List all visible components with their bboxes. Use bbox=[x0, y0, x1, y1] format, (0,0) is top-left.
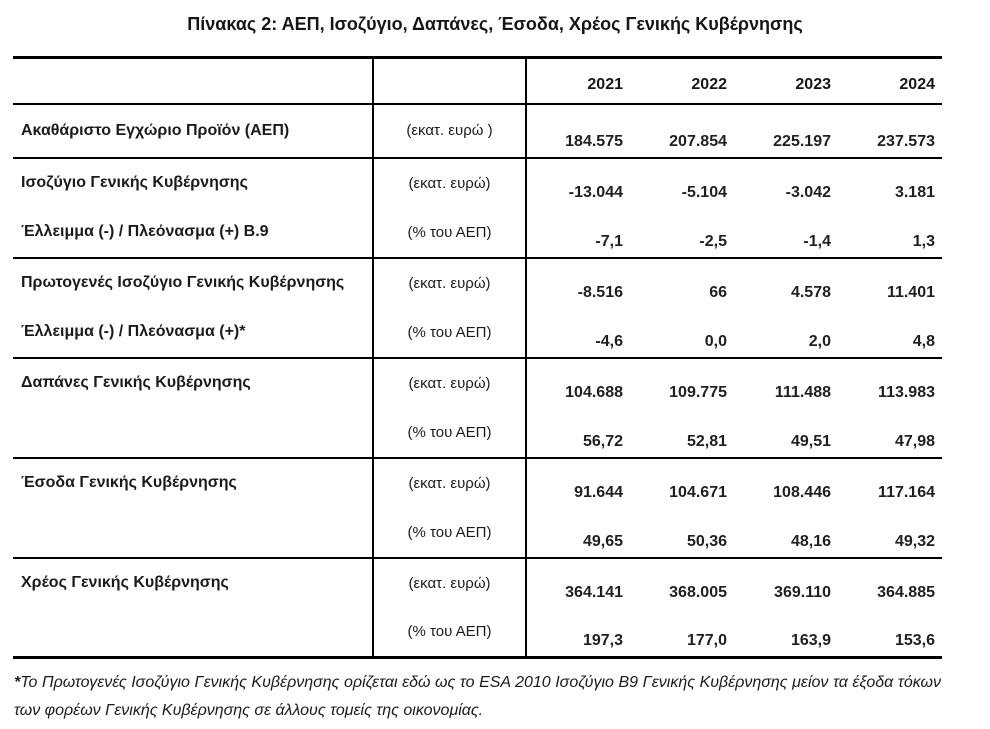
table-row bbox=[13, 208, 942, 258]
cell-value-2021: 184.575 bbox=[526, 104, 630, 158]
table-row bbox=[13, 558, 942, 608]
row-label: Δαπάνες Γενικής Κυβέρνησης bbox=[13, 358, 373, 408]
row-unit: (εκατ. ευρώ) bbox=[373, 258, 526, 308]
table-body bbox=[13, 104, 942, 658]
row-unit: (εκατ. ευρώ) bbox=[373, 558, 526, 608]
cell-value-2022: 368.005 bbox=[630, 558, 734, 608]
table-row bbox=[13, 104, 942, 158]
cell-value-2023: 163,9 bbox=[734, 608, 838, 658]
cell-value-2024: 3.181 bbox=[838, 158, 942, 208]
table-row bbox=[13, 358, 942, 408]
cell-value-2024: 47,98 bbox=[894, 432, 935, 450]
cell-value-2022: -5.104 bbox=[630, 158, 734, 208]
row-unit: (εκατ. ευρώ ) bbox=[373, 104, 526, 158]
cell-value-2022: 109.775 bbox=[630, 358, 734, 408]
table-header-row bbox=[13, 58, 942, 104]
cell-value-2021: -4,6 bbox=[595, 332, 623, 350]
cell-value-2021: 91.644 bbox=[526, 458, 630, 508]
cell-value-2023: -1,4 bbox=[803, 232, 831, 250]
table-row bbox=[13, 458, 942, 508]
cell-value-2021: 104.688 bbox=[526, 358, 630, 408]
cell-value-2023: 111.488 bbox=[734, 358, 838, 408]
cell-value-2021: 197,3 bbox=[526, 608, 630, 658]
header-year-2021: 2021 bbox=[526, 58, 630, 104]
cell-value-2023: 4.578 bbox=[734, 258, 838, 308]
cell-value-2024: 49,32 bbox=[894, 532, 935, 550]
government-finance-table bbox=[13, 56, 942, 659]
row-label: Έσοδα Γενικής Κυβέρνησης bbox=[13, 458, 373, 508]
row-label: Ακαθάριστο Εγχώριο Προϊόν (ΑΕΠ) bbox=[13, 104, 373, 158]
row-label bbox=[13, 508, 373, 558]
cell-value-2022: 207.854 bbox=[630, 104, 734, 158]
row-unit: (εκατ. ευρώ) bbox=[373, 458, 526, 508]
row-unit: (εκατ. ευρώ) bbox=[373, 358, 526, 408]
row-label bbox=[13, 408, 373, 458]
cell-value-2021: 56,72 bbox=[582, 432, 623, 450]
cell-value-2023: 108.446 bbox=[734, 458, 838, 508]
row-unit: (% του ΑΕΠ) bbox=[373, 408, 526, 458]
cell-value-2021: 364.141 bbox=[526, 558, 630, 608]
cell-value-2024: 11.401 bbox=[838, 258, 942, 308]
cell-value-2022: 50,36 bbox=[686, 532, 727, 550]
cell-value-2024: 117.164 bbox=[838, 458, 942, 508]
cell-value-2024: 113.983 bbox=[838, 358, 942, 408]
table-row bbox=[13, 608, 942, 658]
cell-value-2021: -7,1 bbox=[595, 232, 623, 250]
footnote-asterisk: * bbox=[14, 674, 21, 691]
row-label bbox=[13, 608, 373, 658]
cell-value-2024: 1,3 bbox=[912, 232, 935, 250]
cell-value-2023: -3.042 bbox=[734, 158, 838, 208]
cell-value-2021: 49,65 bbox=[582, 532, 623, 550]
cell-value-2024: 237.573 bbox=[838, 104, 942, 158]
row-unit: (εκατ. ευρώ) bbox=[373, 158, 526, 208]
table-row bbox=[13, 408, 942, 458]
cell-value-2022: 66 bbox=[630, 258, 734, 308]
header-year-2022: 2022 bbox=[630, 58, 734, 104]
footnote bbox=[14, 669, 941, 725]
cell-value-2022: 52,81 bbox=[686, 432, 727, 450]
header-empty-unit-cell bbox=[373, 58, 526, 104]
header-year-2024: 2024 bbox=[838, 58, 942, 104]
cell-value-2021: -8.516 bbox=[526, 258, 630, 308]
row-label: Έλλειμμα (-) / Πλεόνασμα (+) B.9 bbox=[21, 223, 269, 240]
cell-value-2024: 4,8 bbox=[912, 332, 935, 350]
row-label: Χρέος Γενικής Κυβέρνησης bbox=[13, 558, 373, 608]
cell-value-2023: 369.110 bbox=[734, 558, 838, 608]
cell-value-2022: 0,0 bbox=[704, 332, 727, 350]
row-unit: (% του ΑΕΠ) bbox=[373, 208, 526, 258]
cell-value-2023: 2,0 bbox=[808, 332, 831, 350]
table-row bbox=[13, 258, 942, 308]
cell-value-2024: 153,6 bbox=[838, 608, 942, 658]
footnote-text: Το Πρωτογενές Ισοζύγιο Γενικής Κυβέρνησης ορίζεται εδώ ως το ESA 2010 Ισοζύγιο B9 Γενικής Κυβέρνησης μείον τα έξοδα τόκων των φορέων Γενικής Κυβέρνησης σε άλλους τομείς της οικονομίας. bbox=[14, 674, 942, 719]
row-label: Ισοζύγιο Γενικής Κυβέρνησης bbox=[13, 158, 373, 208]
page-title: Πίνακας 2: ΑΕΠ, Ισοζύγιο, Δαπάνες, Έσοδα, Χρέος Γενικής Κυβέρνησης bbox=[187, 14, 803, 34]
cell-value-2022: 104.671 bbox=[630, 458, 734, 508]
row-unit: (% του ΑΕΠ) bbox=[373, 508, 526, 558]
row-label: Έλλειμμα (-) / Πλεόνασμα (+)* bbox=[21, 323, 246, 340]
cell-value-2021: -13.044 bbox=[526, 158, 630, 208]
cell-value-2022: -2,5 bbox=[699, 232, 727, 250]
row-unit: (% του ΑΕΠ) bbox=[373, 608, 526, 658]
cell-value-2023: 48,16 bbox=[790, 532, 831, 550]
cell-value-2022: 177,0 bbox=[630, 608, 734, 658]
header-year-2023: 2023 bbox=[734, 58, 838, 104]
row-label: Πρωτογενές Ισοζύγιο Γενικής Κυβέρνησης bbox=[13, 258, 373, 308]
row-unit: (% του ΑΕΠ) bbox=[373, 308, 526, 358]
cell-value-2023: 225.197 bbox=[734, 104, 838, 158]
header-empty-label-cell bbox=[13, 58, 373, 104]
table-row bbox=[13, 158, 942, 208]
table-row bbox=[13, 508, 942, 558]
table-row bbox=[13, 308, 942, 358]
cell-value-2023: 49,51 bbox=[790, 432, 831, 450]
cell-value-2024: 364.885 bbox=[838, 558, 942, 608]
